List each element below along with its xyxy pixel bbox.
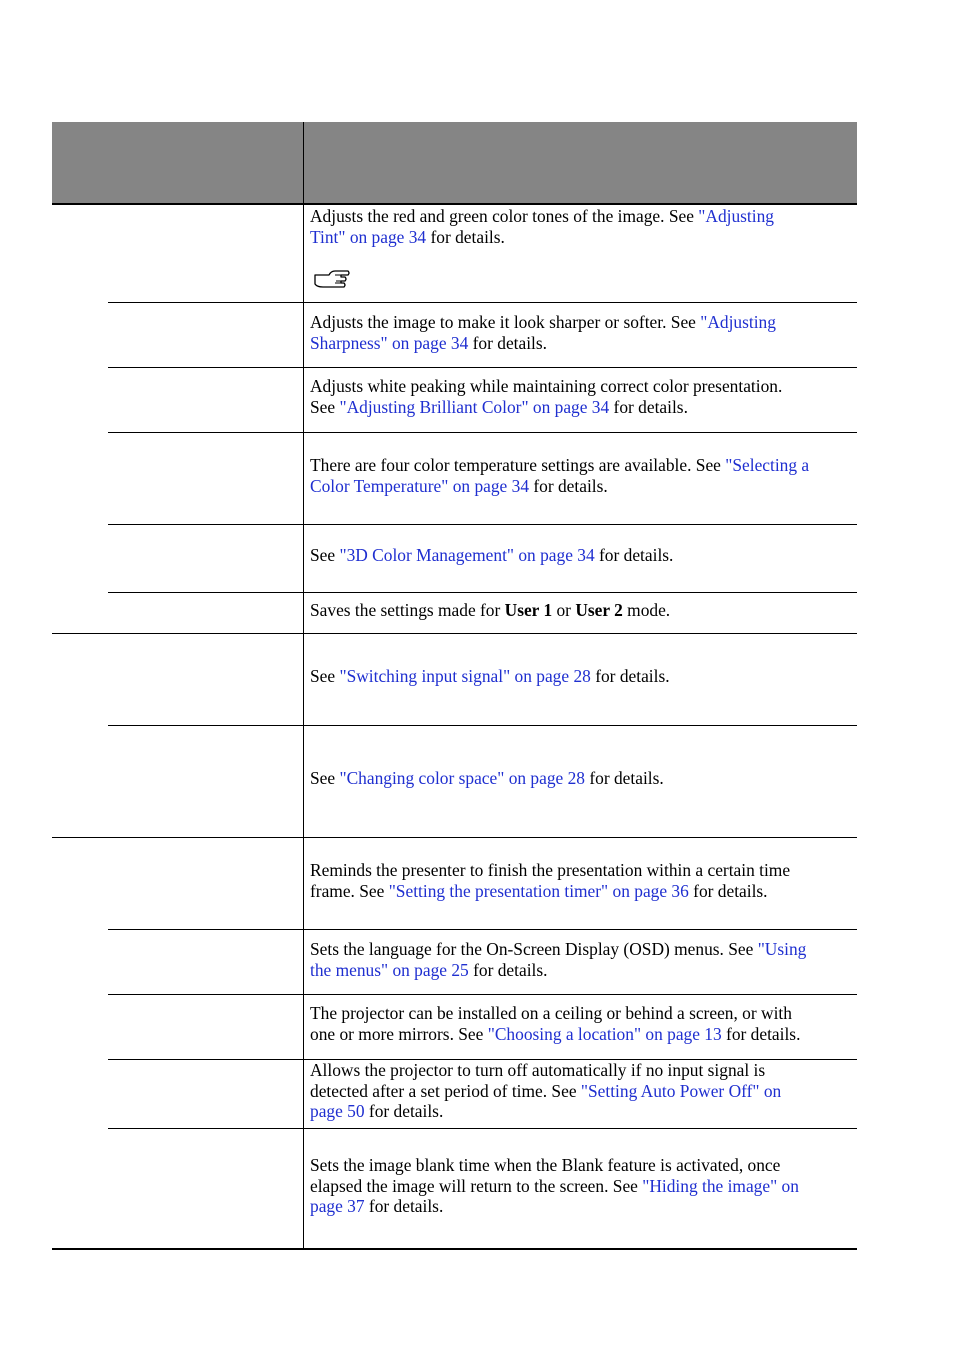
link-hiding-the-image[interactable]: "Hiding the image" on (642, 1175, 799, 1196)
text: for details. (468, 959, 548, 980)
text: See (310, 666, 340, 686)
text: for details. (609, 396, 688, 417)
row-color-temperature-description (310, 455, 856, 496)
row-divider (108, 929, 857, 930)
link-adjusting-tint[interactable]: "Adjusting (698, 206, 774, 226)
user-2-label: User 2 (575, 600, 623, 620)
link-using-the-menus[interactable]: the menus" on page 25 (310, 959, 469, 980)
text: for details. (529, 475, 608, 496)
text: for details. (585, 768, 664, 788)
link-3d-color-management[interactable]: "3D Color Management" on page 34 (339, 545, 595, 565)
row-color-space-description (310, 768, 856, 789)
link-changing-color-space[interactable]: "Changing color space" on page 28 (339, 768, 585, 788)
row-divider (108, 432, 857, 433)
link-adjusting-sharpness[interactable]: Sharpness" on page 34 (310, 332, 469, 353)
row-position-description (310, 1003, 856, 1044)
row-color-management-description (310, 545, 856, 566)
text: for details. (426, 226, 505, 247)
text: There are four color temperature settings are available. See (310, 455, 726, 475)
text: Adjusts white peaking while maintaining correct color presentation. (310, 376, 783, 396)
link-setting-presentation-timer[interactable]: "Setting the presentation timer" on page 36 (388, 880, 689, 901)
text: for details. (590, 666, 670, 686)
text: for details. (364, 1101, 444, 1121)
row-tint-description (310, 206, 856, 247)
column-divider (303, 205, 304, 1249)
row-sharpness-description (310, 312, 856, 353)
user-1-label: User 1 (504, 600, 553, 620)
row-divider (108, 302, 857, 303)
link-using-the-menus[interactable]: "Using (757, 939, 807, 959)
text: Saves the settings made for (310, 600, 505, 620)
text: mode. (622, 600, 671, 620)
row-brilliant-color-description (310, 376, 856, 417)
row-divider (108, 725, 857, 726)
link-switching-input-signal[interactable]: "Switching input signal" on page 28 (339, 666, 591, 686)
text: frame. See (310, 880, 389, 901)
text: See (310, 768, 340, 788)
link-choosing-a-location[interactable]: "Choosing a location" on page 13 (487, 1023, 722, 1044)
pointing-hand-note-icon (312, 268, 354, 290)
row-divider (108, 524, 857, 525)
text: The projector can be installed on a ceiling or behind a screen, or with (310, 1003, 792, 1023)
link-selecting-color-temperature[interactable]: Color Temperature" on page 34 (310, 475, 530, 496)
text: for details. (468, 332, 547, 353)
row-divider (108, 592, 857, 593)
text: Allows the projector to turn off automatically if no input signal is (310, 1060, 766, 1080)
table-bottom-rule (52, 1248, 857, 1250)
row-auto-power-off-description (310, 1060, 856, 1122)
text: detected after a set period of time. See (310, 1080, 581, 1101)
text: for details. (364, 1196, 444, 1216)
link-selecting-color-temperature[interactable]: "Selecting a (725, 455, 810, 475)
link-setting-auto-power-off[interactable]: page 50 (310, 1101, 365, 1121)
section-divider (52, 837, 857, 838)
link-setting-auto-power-off[interactable]: "Setting Auto Power Off" on (580, 1080, 782, 1101)
section-divider (52, 633, 857, 634)
text: for details. (721, 1023, 801, 1044)
header-column-divider (303, 122, 304, 203)
link-adjusting-brilliant-color[interactable]: "Adjusting Brilliant Color" on page 34 (339, 396, 610, 417)
text: Reminds the presenter to finish the presentation within a certain time (310, 860, 791, 880)
link-adjusting-tint[interactable]: Tint" on page 34 (310, 226, 427, 247)
row-divider (108, 994, 857, 995)
row-language-description (310, 939, 856, 980)
text: Sets the image blank time when the Blank feature is activated, once (310, 1155, 781, 1175)
row-divider (108, 1128, 857, 1129)
row-input-signal-description (310, 666, 856, 687)
text: or (552, 600, 576, 620)
text: See (310, 545, 340, 565)
row-blank-timer-description (310, 1155, 856, 1217)
table-header (52, 122, 857, 205)
text: Sets the language for the On-Screen Display (OSD) menus. See (310, 939, 758, 959)
link-adjusting-sharpness[interactable]: "Adjusting (700, 312, 776, 332)
text: Adjusts the red and green color tones of the image. See (310, 206, 699, 226)
row-divider (108, 367, 857, 368)
text: See (310, 396, 340, 417)
text: one or more mirrors. See (310, 1023, 488, 1044)
text: elapsed the image will return to the screen. See (310, 1175, 643, 1196)
text: Adjusts the image to make it look sharper or softer. See (310, 312, 701, 332)
text: for details. (594, 545, 674, 565)
row-presentation-timer-description (310, 860, 856, 901)
row-save-settings-description (310, 600, 856, 621)
link-hiding-the-image[interactable]: page 37 (310, 1196, 365, 1216)
text: for details. (688, 880, 768, 901)
